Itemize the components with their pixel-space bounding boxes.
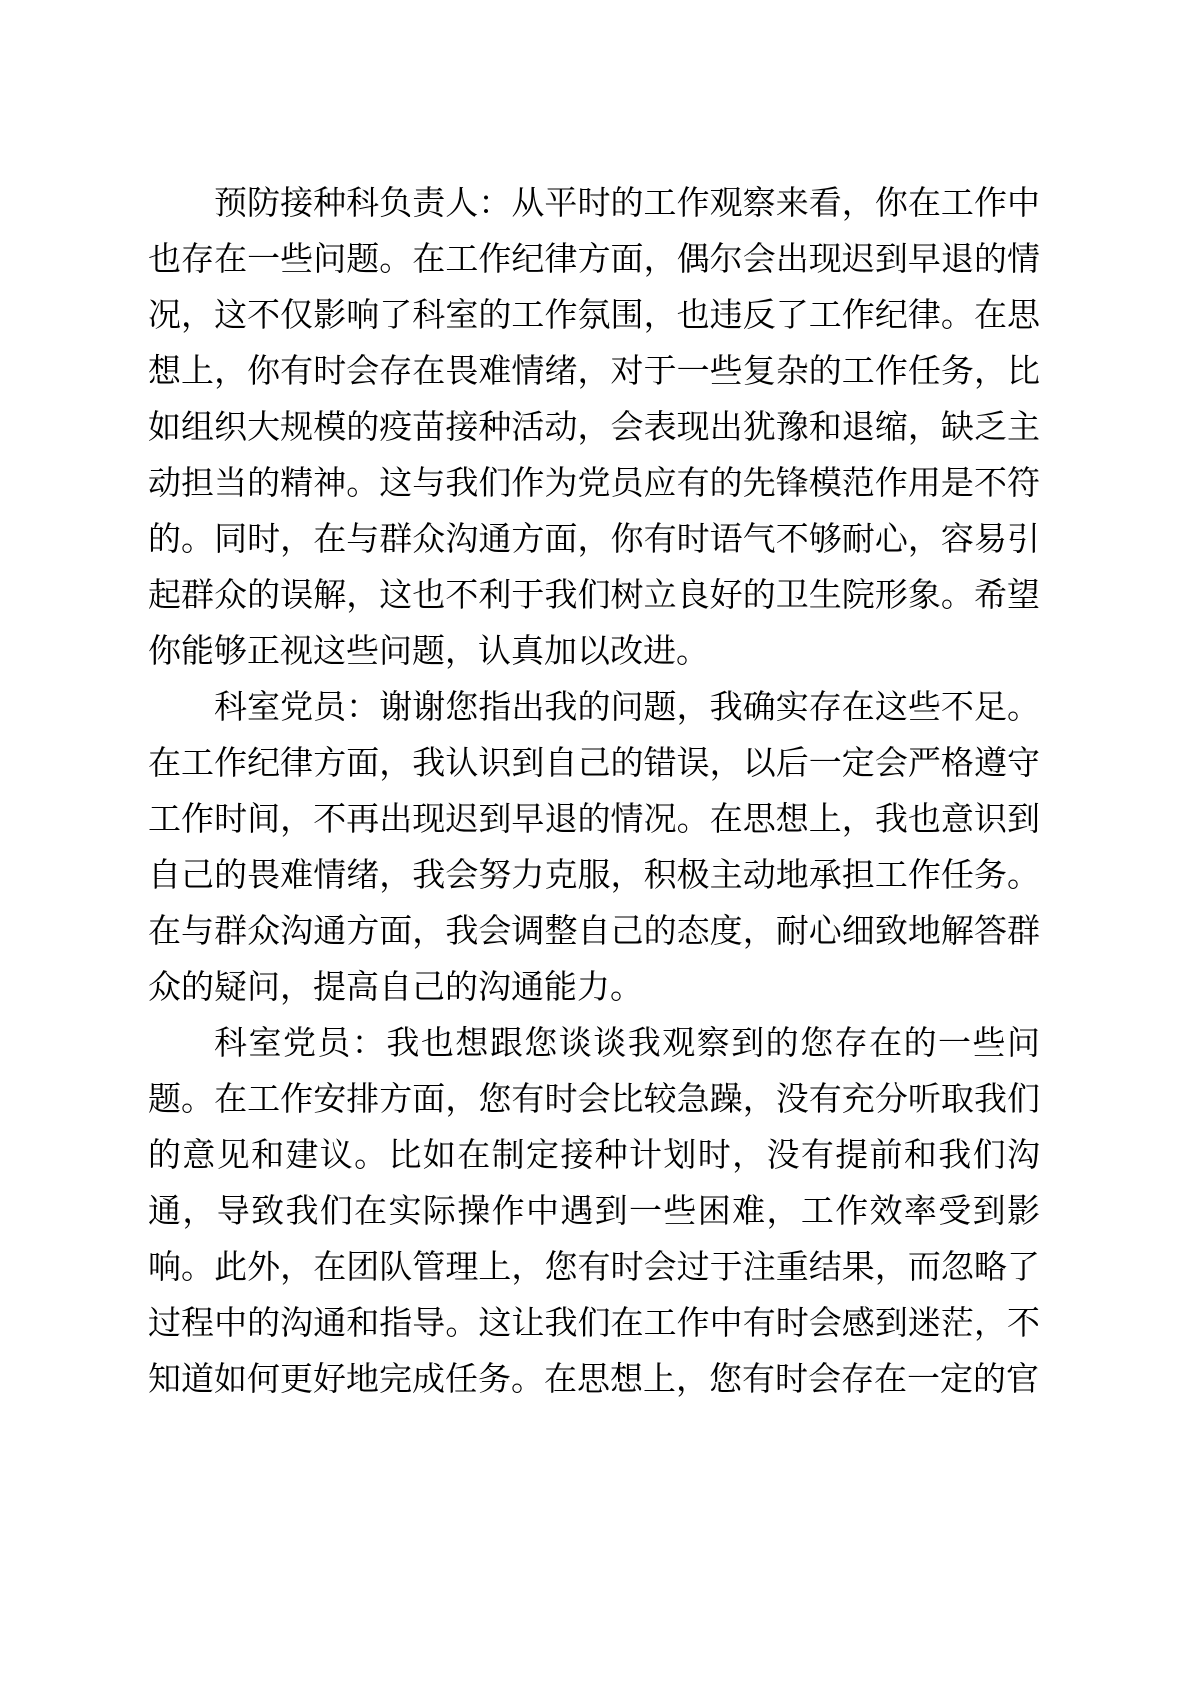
paragraph-member-feedback: 科室党员：我也想跟您谈谈我观察到的您存在的一些问题。在工作安排方面，您有时会比较急躁，没有充分听取我们的意见和建议。比如在制定接种计划时，没有提前和我们沟通，导致我们在实际操作中遇到一些困难，工作效率受到影响。此外，在团队管理上，您有时会过于注重结果，而忽略了过程中的沟通和指导。这让我们在工作中有时会感到迷茫，不知道如何更好地完成任务。在思想上，您有时会存在一定的官 bbox=[148, 1026, 1040, 1398]
paragraph-supervisor-criticism: 预防接种科负责人：从平时的工作观察来看，你在工作中也存在一些问题。在工作纪律方面，偶尔会出现迟到早退的情况，这不仅影响了科室的工作氛围，也违反了工作纪律。在思想上，你有时会存在畏难情绪，对于一些复杂的工作任务，比如组织大规模的疫苗接种活动，会表现出犹豫和退缩，缺乏主动担当的精神。这与我们作为党员应有的先锋模范作用是不符的。同时，在与群众沟通方面，你有时语气不够耐心，容易引起群众的误解，这也不利于我们树立良好的卫生院形象。希望你能够正视这些问题，认真加以改进。 bbox=[148, 186, 1040, 670]
paragraph-member-self-reflection: 科室党员：谢谢您指出我的问题，我确实存在这些不足。在工作纪律方面，我认识到自己的错误，以后一定会严格遵守工作时间，不再出现迟到早退的情况。在思想上，我也意识到自己的畏难情绪，我会努力克服，积极主动地承担工作任务。在与群众沟通方面，我会调整自己的态度，耐心细致地解答群众的疑问，提高自己的沟通能力。 bbox=[148, 690, 1040, 1006]
